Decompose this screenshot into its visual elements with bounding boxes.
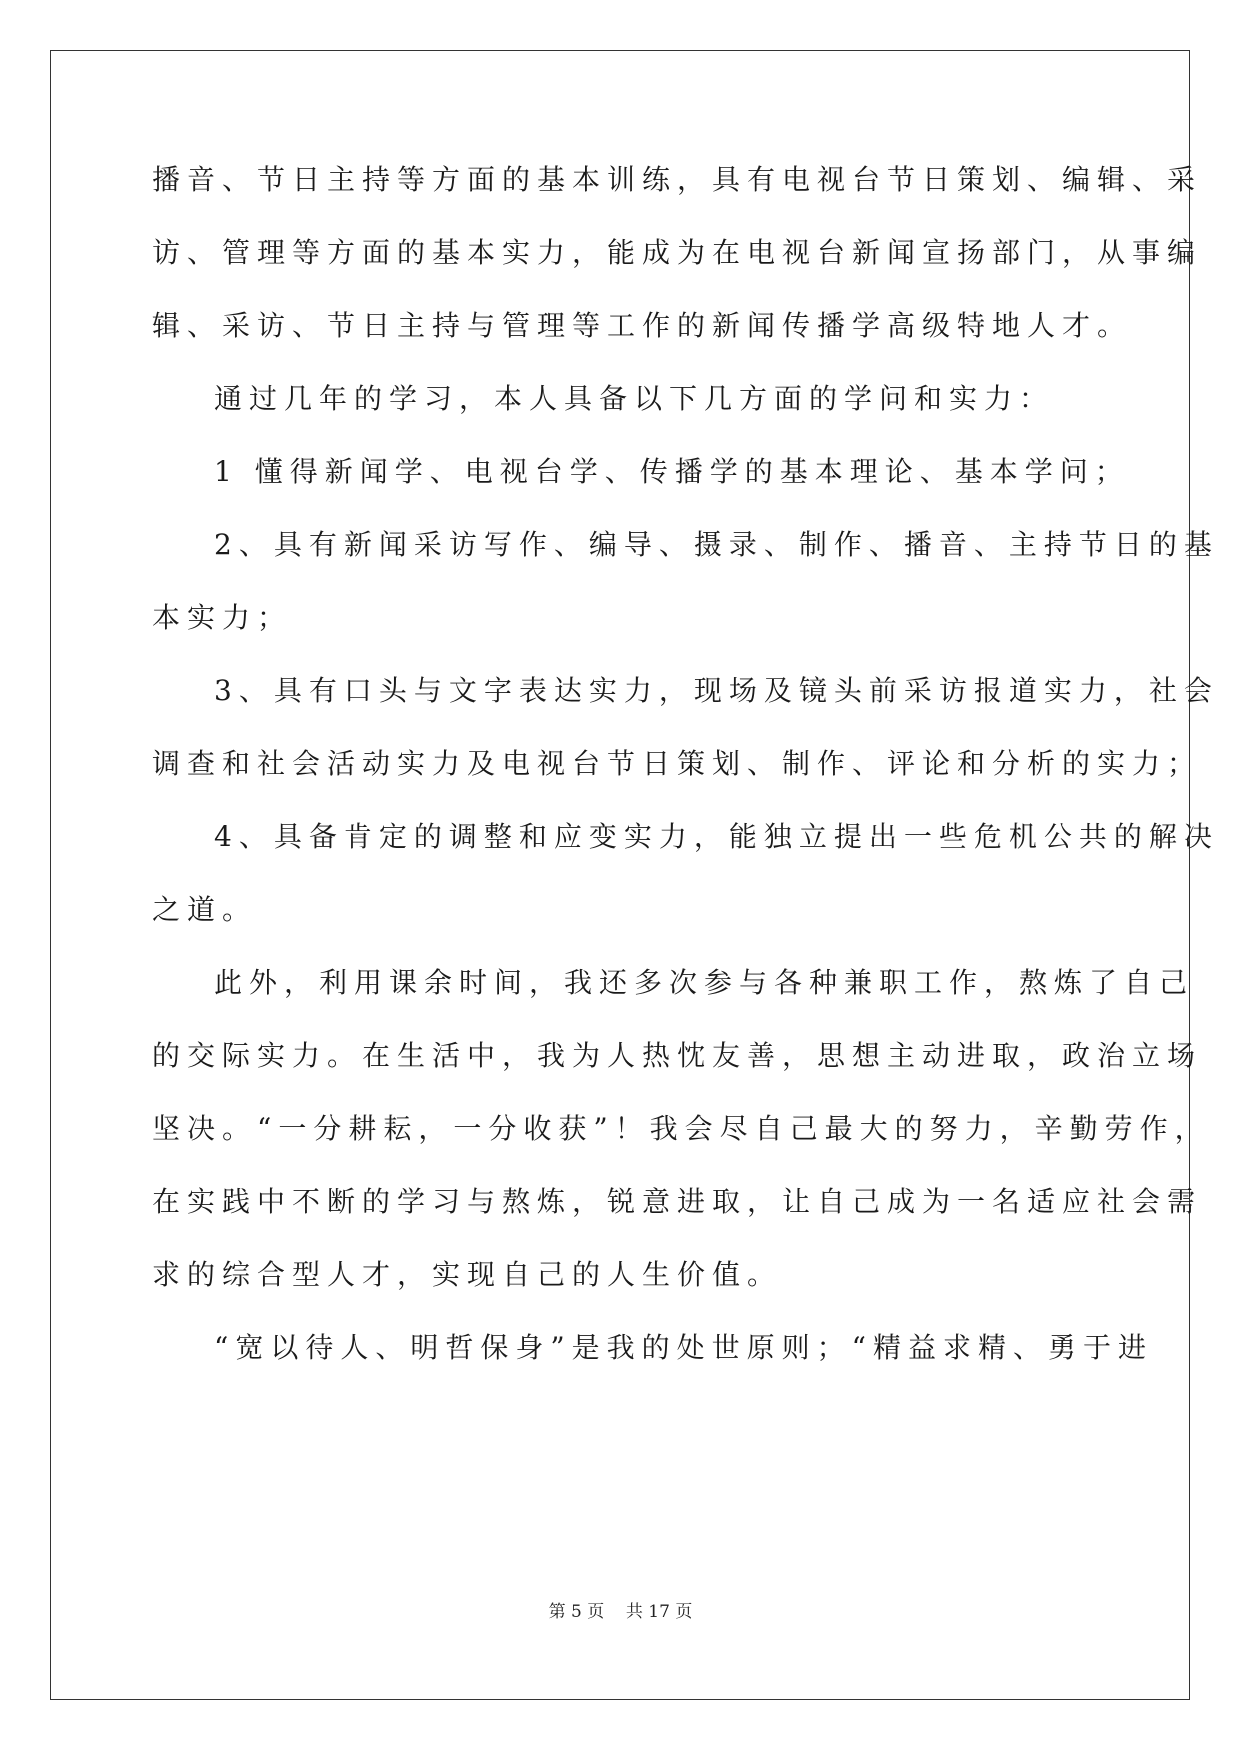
page-footer [0, 1600, 1241, 1624]
text-line: 播音、节日主持等方面的基本训练，具有电视台节日策划、编辑、采 [152, 163, 1203, 196]
text-line: 求的综合型人才，实现自己的人生价值。 [152, 1258, 783, 1291]
text-line: 4、具备肯定的调整和应变实力，能独立提出一些危机公共的解决 [214, 820, 1219, 853]
page-border [50, 50, 1190, 1700]
text-line: 3、具有口头与文字表达实力，现场及镜头前采访报道实力，社会 [214, 674, 1219, 707]
text-line: 在实践中不断的学习与熬炼，锐意进取，让自己成为一名适应社会需 [152, 1185, 1203, 1218]
text-line: 坚决。“一分耕耘，一分收获”！我会尽自己最大的努力，辛勤劳作， [152, 1112, 1210, 1145]
text-line: 辑、采访、节日主持与管理等工作的新闻传播学高级特地人才。 [152, 309, 1133, 342]
text-line: 访、管理等方面的基本实力，能成为在电视台新闻宣扬部门，从事编 [152, 236, 1203, 269]
text-line: 之道。 [152, 893, 258, 926]
text-line: “宽以待人、明哲保身”是我的处世原则；“精益求精、勇于进 [214, 1331, 1153, 1364]
text-line: 调查和社会活动实力及电视台节日策划、制作、评论和分析的实力； [152, 747, 1203, 780]
page-number: 第 5 页 [548, 1602, 605, 1622]
text-line: 此外，利用课余时间，我还多次参与各种兼职工作，熬炼了自己 [214, 966, 1195, 999]
text-line: 2、具有新闻采访写作、编导、摄录、制作、播音、主持节日的基 [214, 528, 1219, 561]
text-line: 本实力； [152, 601, 293, 634]
page-total: 共 17 页 [625, 1602, 693, 1622]
text-line: 的交际实力。在生活中，我为人热忱友善，思想主动进取，政治立场 [152, 1039, 1203, 1072]
text-line: 通过几年的学习，本人具备以下几方面的学问和实力： [214, 382, 1055, 415]
text-line: 1 懂得新闻学、电视台学、传播学的基本理论、基本学问； [214, 455, 1130, 488]
